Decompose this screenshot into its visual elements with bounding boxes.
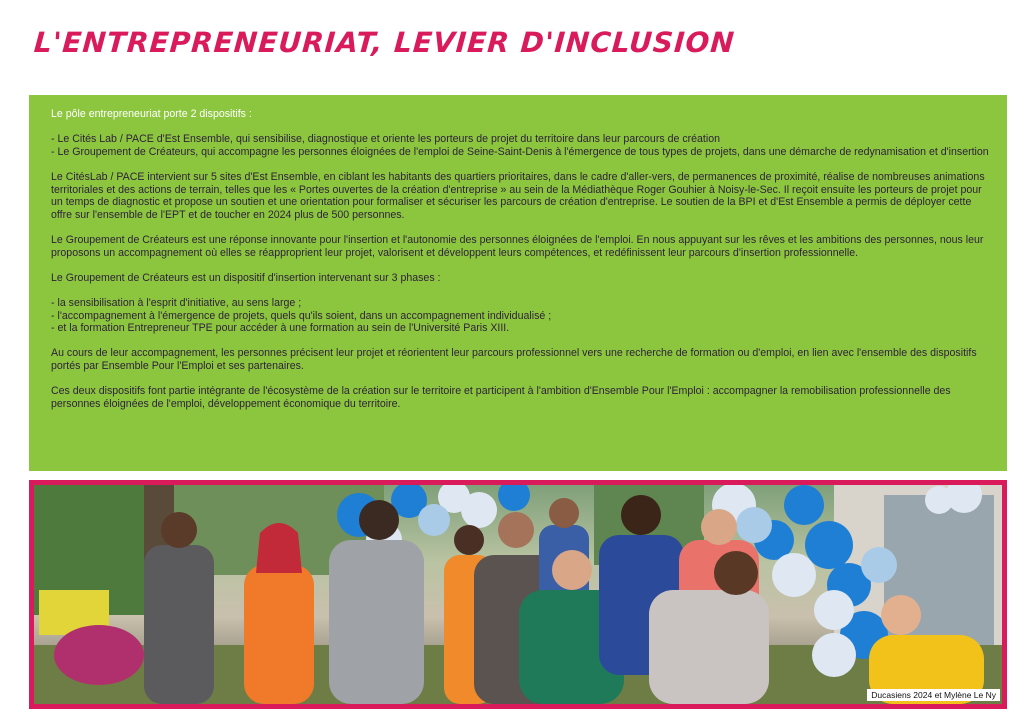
phase-2: - l'accompagnement à l'émergence de projets, quels qu'ils soient, dans un accompagnement individualisé ; [51,309,552,322]
paragraph-phases-intro: Le Groupement de Créateurs est un dispositif d'insertion intervenant sur 3 phases : [51,271,441,284]
phase-3: - et la formation Entrepreneur TPE pour accéder à une formation au sein de l'Université Paris XIII. [51,322,510,335]
paragraph-intro: Le pôle entrepreneuriat porte 2 dispositifs : [51,108,252,120]
paragraph-phases [51,297,989,335]
dispositif-citeslab: - Le Cités Lab / PACE d'Est Ensemble, qui sensibilise, diagnostique et oriente les porteurs de projet du territoire dans leur parcours de création [51,133,721,146]
phase-1: - la sensibilisation à l'esprit d'initiative, au sens large ; [51,296,302,309]
paragraph-citeslab: Le CitésLab / PACE intervient sur 5 sites d'Est Ensemble, en ciblant les habitants des quartiers prioritaires, dans le cadre d'aller-vers, de permanences de proximité, réalise de nombreuses animations territoriales et des actions de terrain, telles que les « Portes ouvertes de la création d'entreprise » au sein de la Médiathèque Roger Gouhier à Noisy-le-Sec. Il reçoit ensuite les porteurs de projet pour un temps de diagnostic et propose un soutien et une orientation pour formaliser et sécuriser les parcours de création d'entreprise. Le soutien de la BPI et d'Est Ensemble a permis de déployer cette offre sur l'ensemble de l'EPT et de toucher en 2024 plus de 500 personnes. [51,170,985,221]
photo-credit: Ducasiens 2024 et Mylène Le Ny [867,689,1000,701]
group-photo [34,485,1002,704]
paragraph-accompagnement: Au cours de leur accompagnement, les personnes précisent leur projet et réorientent leur parcours professionnel vers une recherche de formation ou d'emploi, en lien avec l'ensemble des dispositifs portés par Ensemble Pour l'Emploi et ses partenaires. [51,347,977,372]
paragraph-groupement: Le Groupement de Créateurs est une réponse innovante pour l'insertion et l'autonomie des personnes éloignées de l'emploi. En nous appuyant sur les rêves et les ambitions des personnes, nous leur proposons un accompagnement où elles se réapproprient leur projet, valorisent et développent leurs compétences, et redéfinissent leur parcours d'insertion professionnelle. [51,233,984,259]
paragraph-dispositifs [51,133,989,158]
paragraph-conclusion: Ces deux dispositifs font partie intégrante de l'écosystème de la création sur le territoire et participent à l'ambition d'Ensemble Pour l'Emploi : accompagner la remobilisation professionnelle des personnes éloignées de l'emploi, développement économique du territoire. [51,385,951,410]
dispositif-groupement: - Le Groupement de Créateurs, qui accompagne les personnes éloignées de l'emploi de Seine-Saint-Denis à l'émergence de tous types de projets, dans une démarche de redynamisation et d'insertion [51,145,989,158]
group-photo-illustration [34,485,1002,704]
text-content [51,108,989,423]
page-title: L'ENTREPRENEURIAT, LEVIER D'INCLUSION [32,26,736,59]
